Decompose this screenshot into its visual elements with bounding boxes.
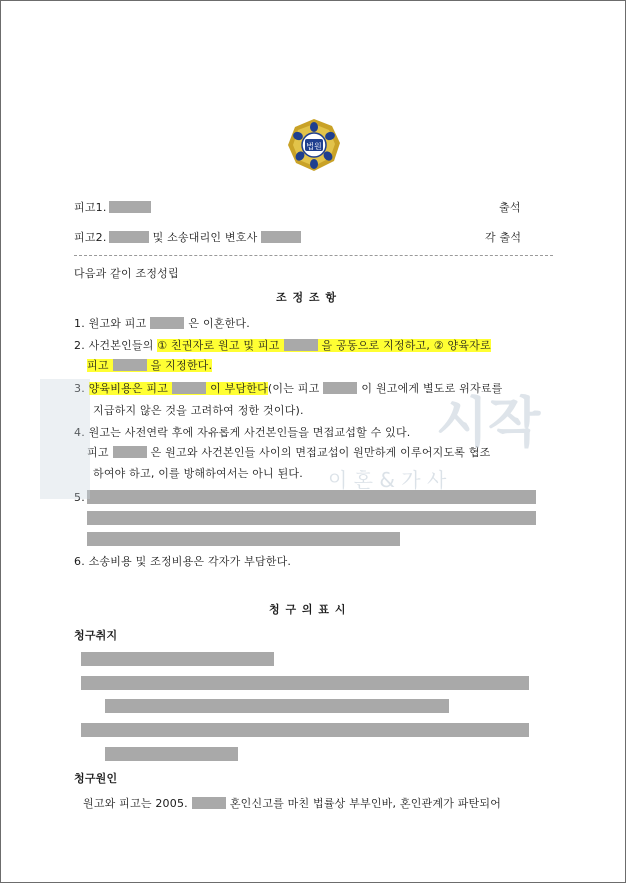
term-4-text: 은 원고와 사건본인들 사이의 면접교섭이 원만하게 이루어지도록 협조: [150, 446, 491, 459]
term-4-line2: [87, 446, 490, 460]
term-2-custody-end: 을 공동으로 지정하고, ② 양육자로: [321, 339, 491, 352]
redaction: [109, 201, 151, 213]
watermark-sub: 이 혼 & 가 사: [328, 468, 447, 492]
term-2-text: 2. 사건본인들의: [74, 339, 154, 352]
redaction: [261, 231, 301, 243]
defendant2-counsel: 및 소송대리인 변호사: [152, 231, 258, 244]
term-2-highlight-2: [87, 359, 212, 372]
redaction: [105, 699, 449, 713]
terms-title: 조 정 조 항: [276, 291, 337, 304]
term-1-text-end: 은 이혼한다.: [188, 317, 250, 330]
watermark-big: 시작: [436, 391, 541, 454]
redaction: [150, 317, 184, 329]
term-3-num: 3.: [74, 382, 85, 395]
claim-title: 청 구 의 표 시: [269, 603, 347, 616]
term-3-line2: 지급하지 않은 것을 고려하여 정한 것이다).: [93, 404, 304, 417]
redaction: [87, 532, 400, 546]
claim-cause-heading: 청구원인: [74, 772, 118, 785]
redaction: [192, 797, 226, 809]
claim-cause-text: [83, 797, 501, 811]
defendant1-label: 피고1.: [74, 201, 107, 214]
term-2-highlight: [157, 339, 491, 352]
cause-text-end: 혼인신고를 마친 법률상 부부인바, 혼인관계가 파탄되어: [229, 797, 502, 810]
term-2-end: 을 지정한다.: [150, 359, 213, 372]
term-3-note-end: 이 원고에게 별도로 위자료를: [361, 382, 503, 395]
defendant1-line: [74, 201, 151, 215]
term-2-line2: [87, 359, 212, 373]
term-4-line3: 하여야 하고, 이를 방해하여서는 아니 된다.: [93, 467, 303, 480]
term-1-text: 1. 원고와 피고: [74, 317, 147, 330]
settlement-line: 다음과 같이 조정성립: [74, 267, 179, 280]
redaction: [87, 490, 536, 504]
defendant2-status: 각 출석: [485, 231, 522, 244]
defendant1-status: 출석: [499, 201, 521, 214]
term-1: [74, 317, 250, 331]
term-2-custody: ① 친권자로 원고 및 피고: [157, 339, 280, 352]
redaction: [87, 511, 536, 525]
redaction: [81, 723, 529, 737]
term-3: [74, 382, 502, 396]
term-2-defendant: 피고: [87, 359, 109, 372]
claim-purpose-heading: 청구취지: [74, 629, 118, 642]
defendant2-label: 피고2.: [74, 231, 107, 244]
court-seal-icon: [287, 118, 341, 172]
term-3-burden: 이 부담한다: [210, 382, 268, 395]
term-2: [74, 339, 491, 353]
seal-text: 법원: [306, 142, 322, 151]
term-4: 4. 원고는 사전연락 후에 자유롭게 사건본인들을 면접교섭할 수 있다.: [74, 426, 411, 439]
defendant2-line: [74, 231, 301, 245]
divider: [74, 255, 553, 256]
redaction: [113, 446, 147, 458]
redaction: [81, 652, 274, 666]
term-3-note: (이는 피고: [267, 382, 320, 395]
redaction: [81, 676, 529, 690]
term-6: 6. 소송비용 및 조정비용은 각자가 부담한다.: [74, 555, 292, 568]
redaction: [109, 231, 149, 243]
term-4-defendant: 피고: [87, 446, 109, 459]
redaction: [172, 382, 206, 394]
redaction: [105, 747, 238, 761]
redaction: [113, 359, 147, 371]
term-5-num: 5.: [74, 491, 85, 504]
redaction: [323, 382, 357, 394]
cause-text-start: 원고와 피고는 2005.: [83, 797, 188, 810]
redaction: [284, 339, 318, 351]
term-3-highlight: [89, 382, 268, 395]
term-3-text: 양육비용은 피고: [88, 382, 169, 395]
